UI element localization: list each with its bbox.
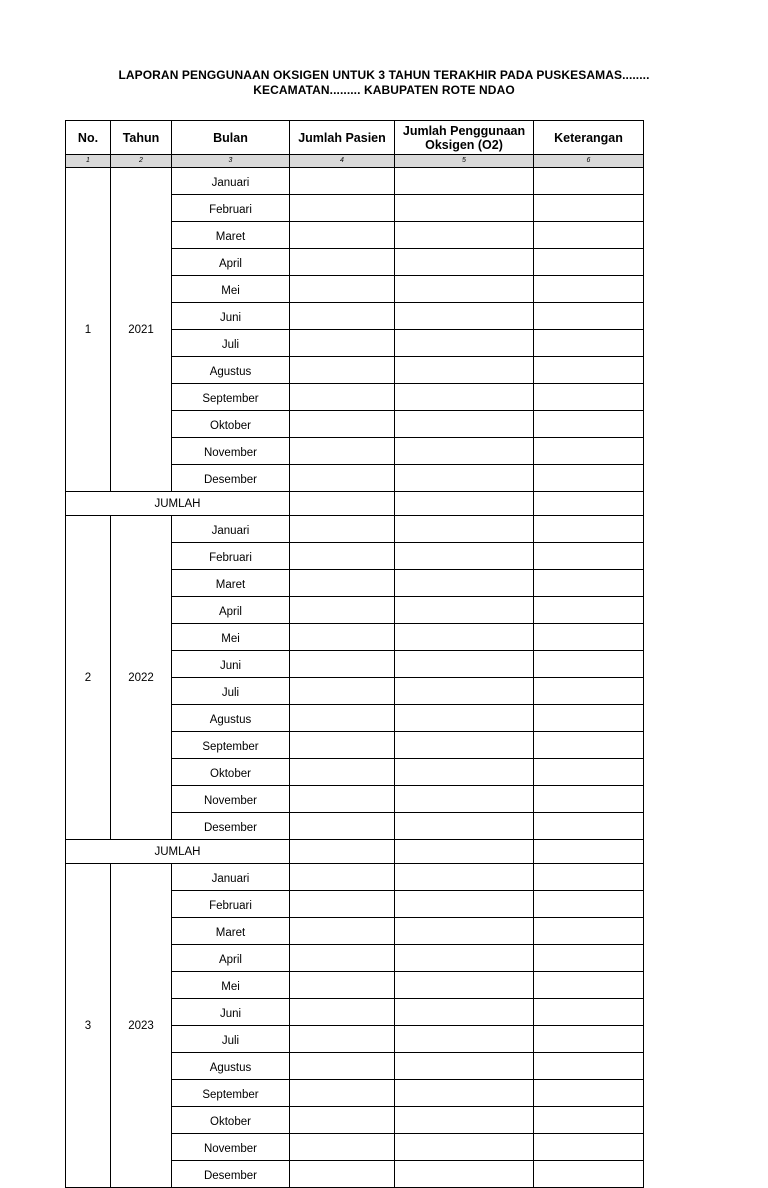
month-cell: Januari bbox=[172, 168, 290, 195]
jumlah-pasien-cell[interactable] bbox=[290, 864, 395, 891]
oksigen-usage-cell[interactable] bbox=[395, 465, 534, 492]
jumlah-row bbox=[66, 840, 644, 864]
month-cell: Oktober bbox=[172, 759, 290, 786]
month-cell: Februari bbox=[172, 543, 290, 570]
month-cell: Februari bbox=[172, 195, 290, 222]
month-cell: Juni bbox=[172, 999, 290, 1026]
oxygen-usage-table bbox=[65, 120, 644, 1188]
header-no: No. bbox=[66, 121, 111, 155]
keterangan-cell[interactable] bbox=[534, 705, 644, 732]
column-number: 6 bbox=[534, 155, 644, 168]
jumlah-pasien-cell[interactable] bbox=[290, 1107, 395, 1134]
keterangan-cell[interactable] bbox=[534, 330, 644, 357]
oksigen-usage-cell[interactable] bbox=[395, 195, 534, 222]
month-cell: Maret bbox=[172, 570, 290, 597]
oksigen-usage-cell[interactable] bbox=[395, 678, 534, 705]
month-cell: Oktober bbox=[172, 411, 290, 438]
keterangan-cell[interactable] bbox=[534, 945, 644, 972]
oksigen-usage-cell[interactable] bbox=[395, 786, 534, 813]
month-cell: November bbox=[172, 786, 290, 813]
column-number: 4 bbox=[290, 155, 395, 168]
keterangan-cell[interactable] bbox=[534, 570, 644, 597]
jumlah-pasien-cell[interactable] bbox=[290, 597, 395, 624]
keterangan-cell[interactable] bbox=[534, 1026, 644, 1053]
month-cell: Mei bbox=[172, 276, 290, 303]
row-number-cell: 2 bbox=[66, 516, 111, 840]
keterangan-cell[interactable] bbox=[534, 438, 644, 465]
oksigen-usage-cell[interactable] bbox=[395, 276, 534, 303]
jumlah-pasien-cell[interactable] bbox=[290, 222, 395, 249]
jumlah-row bbox=[66, 492, 644, 516]
table-row bbox=[66, 516, 644, 543]
keterangan-cell[interactable] bbox=[534, 222, 644, 249]
month-cell: November bbox=[172, 438, 290, 465]
oksigen-usage-cell[interactable] bbox=[395, 864, 534, 891]
keterangan-cell[interactable] bbox=[534, 1161, 644, 1188]
keterangan-cell[interactable] bbox=[534, 1134, 644, 1161]
header-jumlah-penggunaan-oksigen: Jumlah Penggunaan Oksigen (O2) bbox=[395, 121, 534, 155]
month-cell: Desember bbox=[172, 465, 290, 492]
header-bulan: Bulan bbox=[172, 121, 290, 155]
month-cell: Mei bbox=[172, 972, 290, 999]
month-cell: Juli bbox=[172, 330, 290, 357]
month-cell: Januari bbox=[172, 516, 290, 543]
month-cell: Juni bbox=[172, 303, 290, 330]
jumlah-pasien-cell[interactable] bbox=[290, 249, 395, 276]
keterangan-total-cell[interactable] bbox=[534, 840, 644, 864]
month-cell: Juli bbox=[172, 678, 290, 705]
column-number: 5 bbox=[395, 155, 534, 168]
jumlah-label: JUMLAH bbox=[66, 492, 290, 516]
oksigen-usage-cell[interactable] bbox=[395, 249, 534, 276]
report-title-line-2: KECAMATAN......... KABUPATEN ROTE NDAO bbox=[253, 83, 515, 97]
month-cell: Maret bbox=[172, 222, 290, 249]
table-body bbox=[66, 168, 644, 1188]
oksigen-usage-cell[interactable] bbox=[395, 303, 534, 330]
jumlah-pasien-cell[interactable] bbox=[290, 1053, 395, 1080]
jumlah-pasien-cell[interactable] bbox=[290, 705, 395, 732]
keterangan-cell[interactable] bbox=[534, 813, 644, 840]
report-title bbox=[40, 68, 728, 98]
oksigen-usage-cell[interactable] bbox=[395, 1107, 534, 1134]
header-jumlah-pasien: Jumlah Pasien bbox=[290, 121, 395, 155]
row-number-cell: 3 bbox=[66, 864, 111, 1188]
keterangan-cell[interactable] bbox=[534, 276, 644, 303]
jumlah-pasien-cell[interactable] bbox=[290, 786, 395, 813]
report-title-line-1: LAPORAN PENGGUNAAN OKSIGEN UNTUK 3 TAHUN TERAKHIR PADA PUSKESAMAS........ bbox=[118, 68, 650, 82]
keterangan-cell[interactable] bbox=[534, 999, 644, 1026]
keterangan-cell[interactable] bbox=[534, 651, 644, 678]
column-number: 2 bbox=[111, 155, 172, 168]
keterangan-cell[interactable] bbox=[534, 864, 644, 891]
keterangan-cell[interactable] bbox=[534, 195, 644, 222]
month-cell: Juni bbox=[172, 651, 290, 678]
month-cell: Februari bbox=[172, 891, 290, 918]
year-cell: 2023 bbox=[111, 864, 172, 1188]
oksigen-usage-cell[interactable] bbox=[395, 597, 534, 624]
keterangan-cell[interactable] bbox=[534, 1107, 644, 1134]
table-row bbox=[66, 168, 644, 195]
month-cell: Maret bbox=[172, 918, 290, 945]
keterangan-cell[interactable] bbox=[534, 678, 644, 705]
oksigen-usage-cell[interactable] bbox=[395, 222, 534, 249]
table-row bbox=[66, 864, 644, 891]
keterangan-cell[interactable] bbox=[534, 384, 644, 411]
oksigen-usage-cell[interactable] bbox=[395, 891, 534, 918]
keterangan-cell[interactable] bbox=[534, 624, 644, 651]
oksigen-usage-cell[interactable] bbox=[395, 759, 534, 786]
jumlah-pasien-cell[interactable] bbox=[290, 1080, 395, 1107]
oksigen-usage-cell[interactable] bbox=[395, 1080, 534, 1107]
column-number: 1 bbox=[66, 155, 111, 168]
keterangan-cell[interactable] bbox=[534, 918, 644, 945]
jumlah-pasien-cell[interactable] bbox=[290, 945, 395, 972]
month-cell: September bbox=[172, 732, 290, 759]
column-number-row bbox=[66, 155, 644, 168]
year-cell: 2022 bbox=[111, 516, 172, 840]
jumlah-pasien-cell[interactable] bbox=[290, 276, 395, 303]
keterangan-cell[interactable] bbox=[534, 357, 644, 384]
jumlah-pasien-cell[interactable] bbox=[290, 168, 395, 195]
oksigen-usage-cell[interactable] bbox=[395, 945, 534, 972]
oksigen-usage-cell[interactable] bbox=[395, 516, 534, 543]
oksigen-usage-cell[interactable] bbox=[395, 411, 534, 438]
oksigen-usage-cell[interactable] bbox=[395, 1026, 534, 1053]
oksigen-usage-cell[interactable] bbox=[395, 813, 534, 840]
jumlah-pasien-cell[interactable] bbox=[290, 516, 395, 543]
month-cell: April bbox=[172, 945, 290, 972]
oksigen-usage-cell[interactable] bbox=[395, 732, 534, 759]
jumlah-pasien-cell[interactable] bbox=[290, 813, 395, 840]
header-keterangan: Keterangan bbox=[534, 121, 644, 155]
jumlah-pasien-cell[interactable] bbox=[290, 357, 395, 384]
jumlah-pasien-cell[interactable] bbox=[290, 732, 395, 759]
jumlah-pasien-cell[interactable] bbox=[290, 465, 395, 492]
keterangan-cell[interactable] bbox=[534, 543, 644, 570]
jumlah-pasien-cell[interactable] bbox=[290, 678, 395, 705]
month-cell: April bbox=[172, 597, 290, 624]
jumlah-pasien-cell[interactable] bbox=[290, 1026, 395, 1053]
keterangan-cell[interactable] bbox=[534, 972, 644, 999]
month-cell: September bbox=[172, 384, 290, 411]
jumlah-pasien-cell[interactable] bbox=[290, 891, 395, 918]
keterangan-cell[interactable] bbox=[534, 597, 644, 624]
oksigen-usage-cell[interactable] bbox=[395, 357, 534, 384]
oksigen-usage-cell[interactable] bbox=[395, 330, 534, 357]
jumlah-pasien-cell[interactable] bbox=[290, 330, 395, 357]
jumlah-pasien-cell[interactable] bbox=[290, 543, 395, 570]
oksigen-usage-cell[interactable] bbox=[395, 570, 534, 597]
oksigen-usage-cell[interactable] bbox=[395, 1053, 534, 1080]
keterangan-cell[interactable] bbox=[534, 303, 644, 330]
year-cell: 2021 bbox=[111, 168, 172, 492]
jumlah-pasien-cell[interactable] bbox=[290, 384, 395, 411]
month-cell: April bbox=[172, 249, 290, 276]
month-cell: September bbox=[172, 1080, 290, 1107]
month-cell: Agustus bbox=[172, 357, 290, 384]
oksigen-usage-cell[interactable] bbox=[395, 384, 534, 411]
oksigen-usage-cell[interactable] bbox=[395, 1161, 534, 1188]
oksigen-usage-cell[interactable] bbox=[395, 624, 534, 651]
keterangan-cell[interactable] bbox=[534, 1053, 644, 1080]
oksigen-usage-cell[interactable] bbox=[395, 651, 534, 678]
oksigen-usage-cell[interactable] bbox=[395, 438, 534, 465]
keterangan-cell[interactable] bbox=[534, 732, 644, 759]
keterangan-cell[interactable] bbox=[534, 465, 644, 492]
month-cell: Juli bbox=[172, 1026, 290, 1053]
jumlah-pasien-cell[interactable] bbox=[290, 195, 395, 222]
month-cell: Januari bbox=[172, 864, 290, 891]
month-cell: Oktober bbox=[172, 1107, 290, 1134]
jumlah-pasien-cell[interactable] bbox=[290, 303, 395, 330]
month-cell: Agustus bbox=[172, 705, 290, 732]
jumlah-pasien-cell[interactable] bbox=[290, 570, 395, 597]
jumlah-pasien-cell[interactable] bbox=[290, 759, 395, 786]
row-number-cell: 1 bbox=[66, 168, 111, 492]
oksigen-usage-cell[interactable] bbox=[395, 1134, 534, 1161]
keterangan-cell[interactable] bbox=[534, 411, 644, 438]
jumlah-pasien-cell[interactable] bbox=[290, 438, 395, 465]
jumlah-pasien-total-cell[interactable] bbox=[290, 492, 395, 516]
keterangan-cell[interactable] bbox=[534, 168, 644, 195]
oksigen-usage-cell[interactable] bbox=[395, 705, 534, 732]
jumlah-pasien-cell[interactable] bbox=[290, 1134, 395, 1161]
jumlah-label: JUMLAH bbox=[66, 840, 290, 864]
month-cell: Desember bbox=[172, 1161, 290, 1188]
header-tahun: Tahun bbox=[111, 121, 172, 155]
keterangan-cell[interactable] bbox=[534, 759, 644, 786]
oksigen-usage-cell[interactable] bbox=[395, 543, 534, 570]
jumlah-pasien-cell[interactable] bbox=[290, 999, 395, 1026]
keterangan-cell[interactable] bbox=[534, 516, 644, 543]
jumlah-pasien-cell[interactable] bbox=[290, 651, 395, 678]
jumlah-pasien-total-cell[interactable] bbox=[290, 840, 395, 864]
month-cell: Agustus bbox=[172, 1053, 290, 1080]
jumlah-pasien-cell[interactable] bbox=[290, 918, 395, 945]
month-cell: Mei bbox=[172, 624, 290, 651]
keterangan-cell[interactable] bbox=[534, 1080, 644, 1107]
jumlah-pasien-cell[interactable] bbox=[290, 411, 395, 438]
jumlah-pasien-cell[interactable] bbox=[290, 1161, 395, 1188]
jumlah-pasien-cell[interactable] bbox=[290, 972, 395, 999]
oksigen-usage-cell[interactable] bbox=[395, 918, 534, 945]
jumlah-pasien-cell[interactable] bbox=[290, 624, 395, 651]
oksigen-usage-total-cell[interactable] bbox=[395, 840, 534, 864]
oksigen-usage-total-cell[interactable] bbox=[395, 492, 534, 516]
header-row bbox=[66, 121, 644, 155]
keterangan-total-cell[interactable] bbox=[534, 492, 644, 516]
keterangan-cell[interactable] bbox=[534, 891, 644, 918]
month-cell: Desember bbox=[172, 813, 290, 840]
month-cell: November bbox=[172, 1134, 290, 1161]
report-table-viewport bbox=[65, 120, 645, 1182]
keterangan-cell[interactable] bbox=[534, 786, 644, 813]
oksigen-usage-cell[interactable] bbox=[395, 972, 534, 999]
column-number: 3 bbox=[172, 155, 290, 168]
oksigen-usage-cell[interactable] bbox=[395, 168, 534, 195]
keterangan-cell[interactable] bbox=[534, 249, 644, 276]
oksigen-usage-cell[interactable] bbox=[395, 999, 534, 1026]
